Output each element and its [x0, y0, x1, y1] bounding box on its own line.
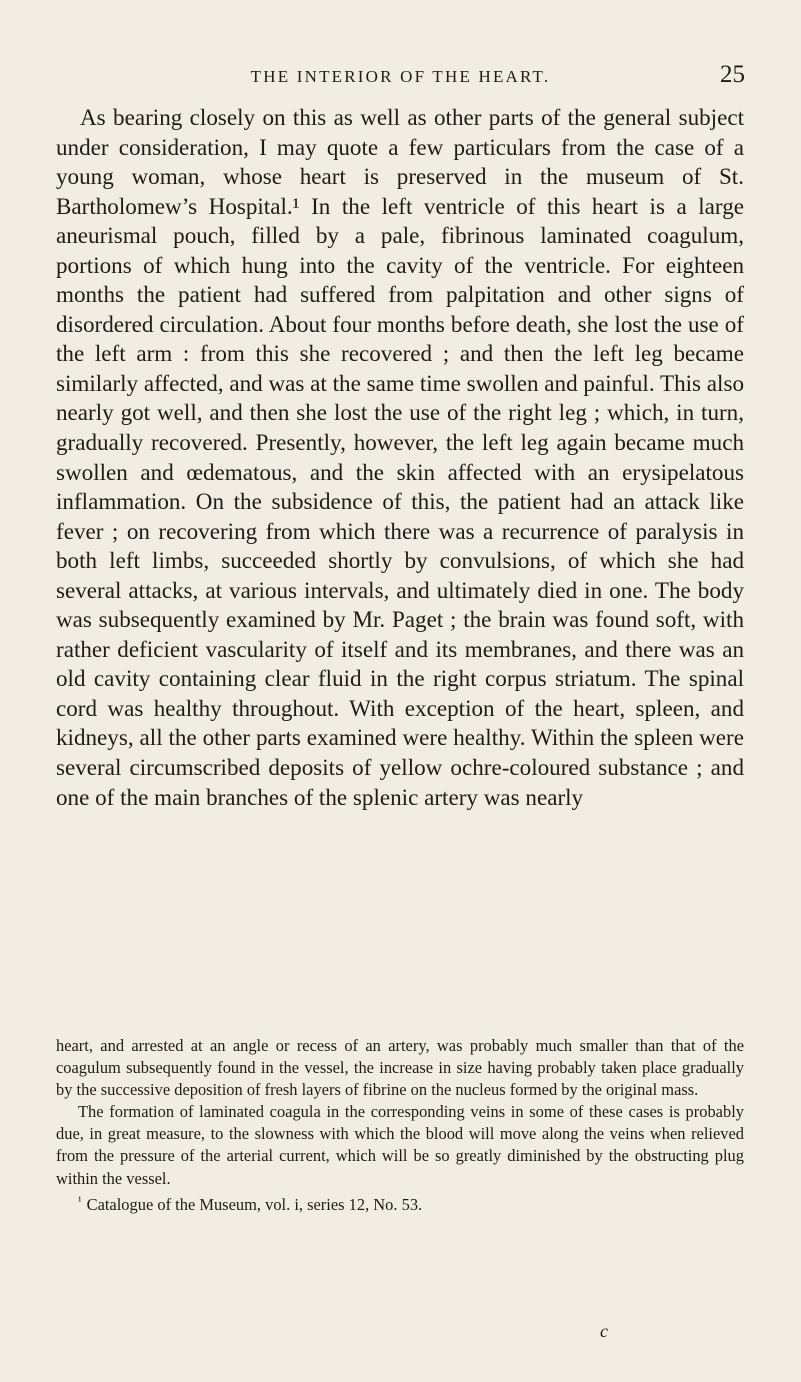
- footnote-item: [56, 1190, 744, 1216]
- running-title: THE INTERIOR OF THE HEART.: [250, 67, 551, 86]
- footnotes: [56, 1035, 744, 1216]
- signature-mark: c: [600, 1321, 608, 1341]
- footnote-continuation: heart, and arrested at an angle or recess of an artery, was probably much smaller than that of the coagulum subsequently found in the vessel, the increase in size having probably taken place gradually by the successive deposition of fresh layers of fibrine on the nucleus formed by the original mass.: [56, 1036, 744, 1100]
- page-number: 25: [720, 61, 745, 88]
- footnote-paragraph: The formation of laminated coagula in the corresponding veins in some of these cases is probably due, in great measure, to the slowness with which the blood will move along the veins when relieved from the pressure of the arterial current, which will be so greatly diminished by the obstructing plug within the vessel.: [56, 1102, 744, 1188]
- running-head: [56, 61, 745, 94]
- body-paragraph: As bearing closely on this as well as other parts of the general subject under consideration, I may quote a few particulars from the case of a young woman, whose heart is preserved in the museum of St. Bartholomew’s Hospital.¹ In the left ventricle of this heart is a large aneurismal pouch, filled by a pale, fibrinous laminated coagulum, portions of which hung into the cavity of the ventricle. For eighteen months the patient had suffered from palpitation and other signs of disordered circulation. About four months before death, she lost the use of the left arm : from this she recovered ; and then the left leg became similarly affected, and was at the same time swollen and painful. This also nearly got well, and then she lost the use of the right leg ; which, in turn, gradually recovered. Presently, however, the left leg again became much swollen and œdematous, and the skin affected with an erysipelatous inflammation. On the subsidence of this, the patient had an attack like fever ; on recovering from which there was a recurrence of paralysis in both left limbs, succeeded shortly by convulsions, of which she had several attacks, at various intervals, and ultimately died in one. The body was subsequently examined by Mr. Paget ; the brain was found soft, with rather deficient vascularity of itself and its membranes, and there was an old cavity containing clear fluid in the right corpus striatum. The spinal cord was healthy throughout. With exception of the heart, spleen, and kidneys, all the other parts examined were healthy. Within the spleen were several circumscribed deposits of yellow ochre-coloured substance ; and one of the main branches of the splenic artery was nearly: [56, 104, 744, 810]
- footnote-marker: ¹: [78, 1193, 82, 1208]
- footnote-text: Catalogue of the Museum, vol. i, series 12, No. 53.: [86, 1194, 423, 1214]
